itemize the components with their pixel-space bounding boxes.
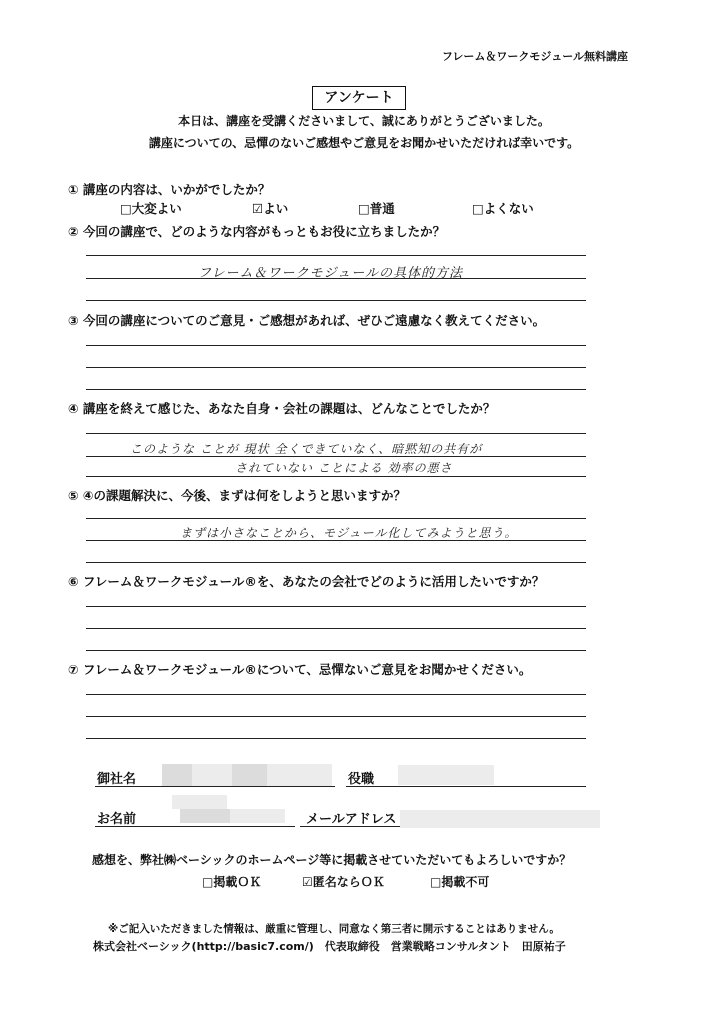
position-line: [346, 786, 586, 787]
q7-answer-line-1: [86, 694, 586, 695]
consent-option-anonymous[interactable]: ☑匿名ならＯＫ: [302, 875, 385, 889]
name-line: [95, 826, 295, 827]
series-title: フレーム＆ワークモジュール無料講座: [441, 50, 628, 63]
q5-answer-line-2: [86, 540, 586, 541]
name-field-redacted[interactable]: [172, 795, 287, 825]
q4-answer-line-1: [86, 433, 586, 434]
question-3: ③ 今回の講座についてのご意見・ご感想があれば、ぜひご遠慮なく教えてください。: [68, 313, 546, 328]
privacy-notice: ※ご記入いただきました情報は、厳重に管理し、同意なく第三者に開示することはありません。: [108, 923, 560, 935]
question-5: ⑤ ④の課題解決に、今後、まずは何をしようと思いますか？: [68, 488, 407, 503]
q4-answer-line-3: [86, 476, 586, 477]
q1-option-very-good[interactable]: □大変よい: [120, 201, 182, 216]
name-label: お名前: [97, 812, 137, 827]
question-6: ⑥ フレーム＆ワークモジュール®を、あなたの会社でどのように活用したいですか？: [68, 574, 545, 589]
question-2: ② 今回の講座で、どのような内容がもっともお役に立ちましたか？: [68, 224, 446, 239]
intro-line-2: 講座についての、忌憚のないご感想やご意見をお聞かせいただければ幸いです。: [148, 136, 580, 150]
question-1: ① 講座の内容は、いかがでしたか？: [68, 182, 271, 197]
q4-handwritten-answer-1: このような ことが 現状 全くできていなく、暗黙知の共有が: [130, 442, 483, 456]
q5-answer-line-3: [86, 562, 586, 563]
q2-handwritten-answer: フレーム＆ワークモジュールの具体的方法: [198, 266, 463, 281]
q1-option-not-good[interactable]: □よくない: [472, 201, 534, 216]
intro-line-1: 本日は、講座を受講くださいまして、誠にありがとうございました。: [178, 114, 550, 128]
consent-option-not-allowed[interactable]: □掲載不可: [430, 875, 490, 889]
email-field-redacted[interactable]: [400, 810, 600, 828]
q2-answer-line-3: [86, 300, 586, 301]
q4-answer-line-2: [86, 456, 586, 457]
q3-answer-line-3: [86, 389, 586, 390]
company-line: [95, 786, 335, 787]
q2-answer-line-2: [86, 278, 586, 279]
q4-handwritten-answer-2: されていない ことによる 効率の悪さ: [235, 461, 453, 475]
question-7: ⑦ フレーム＆ワークモジュール®について、忌憚ないご意見をお聞かせください。: [68, 662, 532, 677]
question-4: ④ 講座を終えて感じた、あなた自身・会社の課題は、どんなことでしたか？: [68, 401, 496, 416]
q6-answer-line-1: [86, 606, 586, 607]
q2-answer-line-1: [86, 255, 586, 256]
company-field-redacted[interactable]: [152, 764, 337, 786]
position-label: 役職: [348, 772, 375, 787]
q6-answer-line-2: [86, 628, 586, 629]
company-signature: 株式会社ベーシック(http://basic7.com/) 代表取締役 営業戦略コンサルタント 田原祐子: [93, 940, 566, 953]
q1-option-good[interactable]: ☑よい: [252, 201, 289, 216]
q3-answer-line-1: [86, 345, 586, 346]
consent-question: 感想を、弊社㈱ベーシックのホームページ等に掲載させていただいてもよろしいですか？: [92, 853, 572, 867]
q5-answer-line-1: [86, 518, 586, 519]
company-label: 御社名: [97, 772, 137, 787]
q1-option-normal[interactable]: □普通: [358, 201, 395, 216]
survey-title: アンケート: [312, 86, 406, 110]
q5-handwritten-answer: まずは小さなことから、モジュール化してみようと思う。: [180, 526, 518, 540]
q7-answer-line-3: [86, 738, 586, 739]
q7-answer-line-2: [86, 716, 586, 717]
position-field-redacted[interactable]: [398, 765, 494, 785]
consent-option-ok[interactable]: □掲載ＯＫ: [202, 875, 262, 889]
q6-answer-line-3: [86, 650, 586, 651]
q3-answer-line-2: [86, 367, 586, 368]
email-label: メールアドレス: [306, 812, 397, 827]
